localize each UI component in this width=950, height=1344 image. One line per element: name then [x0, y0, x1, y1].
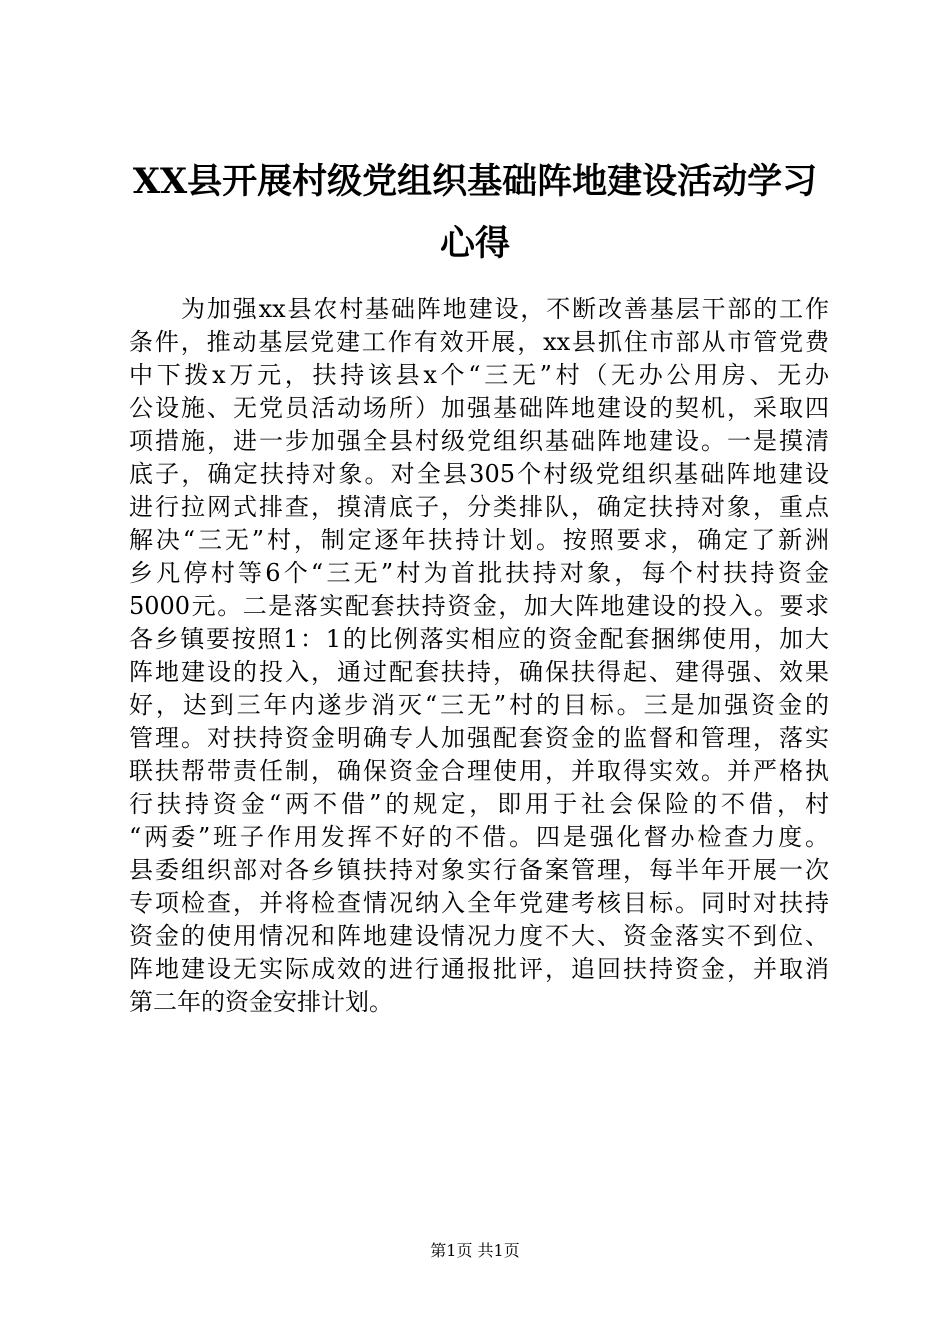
document-body	[129, 293, 829, 1019]
body-line: 进行拉网式排查，摸清底子，分类排队，确定扶持对象，重点	[129, 493, 829, 521]
body-line: 各乡镇要按照1：1的比例落实相应的资金配套捆绑使用，加大	[129, 625, 829, 653]
document-title-line-1: XX县开展村级党组织基础阵地建设活动学习	[132, 161, 818, 202]
body-line: 底子，确定扶持对象。对全县305个村级党组织基础阵地建设	[129, 460, 829, 488]
body-line: 阵地建设无实际成效的进行通报批评，追回扶持资金，并取消	[129, 955, 829, 983]
body-line: 为加强xx县农村基础阵地建设，不断改善基层干部的工作	[181, 295, 829, 323]
body-line: 公设施、无党员活动场所）加强基础阵地建设的契机，采取四	[129, 394, 829, 422]
document-title-line-2: 心得	[439, 223, 510, 264]
body-line: 中下拨x万元，扶持该县x个“三无”村（无办公用房、无办	[129, 361, 829, 389]
body-line: 第二年的资金安排计划。	[129, 988, 393, 1016]
body-line: 联扶帮带责任制，确保资金合理使用，并取得实效。并严格执	[129, 757, 829, 785]
page-number-footer: 第1页 共1页	[430, 1241, 520, 1260]
body-line: 5000元。二是落实配套扶持资金，加大阵地建设的投入。要求	[129, 592, 829, 620]
body-line: 解决“三无”村，制定逐年扶持计划。按照要求，确定了新洲	[129, 526, 829, 554]
body-line: 专项检查，并将检查情况纳入全年党建考核目标。同时对扶持	[129, 889, 829, 917]
body-line: 乡凡停村等6个“三无”村为首批扶持对象，每个村扶持资金	[129, 559, 829, 587]
body-line: 条件，推动基层党建工作有效开展，xx县抓住市部从市管党费	[129, 328, 829, 356]
body-line: 项措施，进一步加强全县村级党组织基础阵地建设。一是摸清	[129, 427, 829, 455]
body-line: “两委”班子作用发挥不好的不借。四是强化督办检查力度。	[129, 823, 829, 851]
body-line: 资金的使用情况和阵地建设情况力度不大、资金落实不到位、	[129, 922, 829, 950]
body-line: 县委组织部对各乡镇扶持对象实行备案管理，每半年开展一次	[129, 856, 829, 884]
body-line: 管理。对扶持资金明确专人加强配套资金的监督和管理，落实	[129, 724, 829, 752]
body-line: 好，达到三年内遂步消灭“三无”村的目标。三是加强资金的	[129, 691, 829, 719]
body-line: 行扶持资金“两不借”的规定，即用于社会保险的不借，村	[129, 790, 829, 818]
body-line: 阵地建设的投入，通过配套扶持，确保扶得起、建得强、效果	[129, 658, 829, 686]
